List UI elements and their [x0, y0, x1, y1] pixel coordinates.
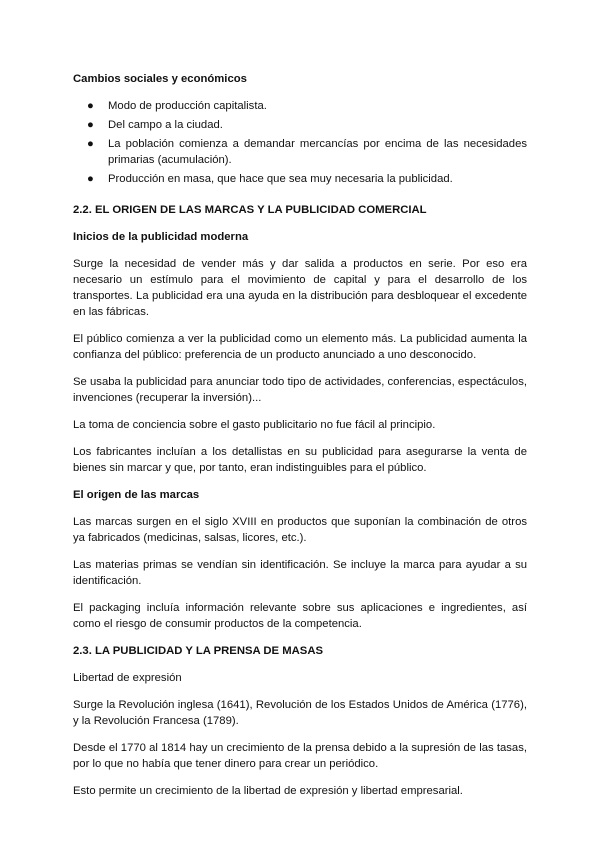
heading-cambios-sociales: Cambios sociales y económicos [73, 73, 247, 85]
paragraph: Los fabricantes incluían a los detallistas en su publicidad para asegurarse la venta de bienes sin marcar y que, por tanto, eran indistinguibles para el público. [73, 446, 527, 474]
list-item: ● Producción en masa, que hace que sea muy necesaria la publicidad. [87, 173, 453, 185]
bullet-icon: ● [87, 138, 94, 150]
paragraph: El packaging incluía información relevante sobre sus aplicaciones e ingredientes, así como el riesgo de consumir productos de la competencia. [73, 602, 527, 630]
subheading-libertad-expresion: Libertad de expresión [73, 672, 182, 684]
paragraph: La toma de conciencia sobre el gasto publicitario no fue fácil al principio. [73, 419, 436, 431]
bullet-icon: ● [87, 173, 94, 185]
heading-origen-marcas: El origen de las marcas [73, 489, 200, 501]
list-item: ● Modo de producción capitalista. [87, 100, 267, 112]
paragraph: Esto permite un crecimiento de la libertad de expresión y libertad empresarial. [73, 785, 463, 797]
list-item: ● Del campo a la ciudad. [87, 119, 223, 131]
paragraph: Desde el 1770 al 1814 hay un crecimiento de la prensa debido a la supresión de las tasas, por lo que no había que tener dinero para crear un periódico. [73, 742, 527, 770]
heading-inicios-publicidad: Inicios de la publicidad moderna [73, 231, 249, 243]
paragraph: El público comienza a ver la publicidad como un elemento más. La publicidad aumenta la confianza del público: preferencia de un producto anunciado a uno desconocido. [73, 333, 527, 361]
heading-2-2: 2.2. EL ORIGEN DE LAS MARCAS Y LA PUBLICIDAD COMERCIAL [73, 204, 427, 216]
bullet-icon: ● [87, 100, 94, 112]
paragraph: Las materias primas se vendían sin identificación. Se incluye la marca para ayudar a su identificación. [73, 559, 527, 587]
paragraph: Las marcas surgen en el siglo XVIII en productos que suponían la combinación de otros ya fabricados (medicinas, salsas, licores, etc.). [73, 516, 527, 544]
paragraph: Surge la Revolución inglesa (1641), Revolución de los Estados Unidos de América (1776), y la Revolución Francesa (1789). [73, 699, 527, 727]
bullet-icon: ● [87, 119, 94, 131]
bullet-list [73, 98, 527, 187]
heading-2-3: 2.3. LA PUBLICIDAD Y LA PRENSA DE MASAS [73, 645, 324, 657]
paragraph: Surge la necesidad de vender más y dar salida a productos en serie. Por eso era necesario un estímulo para el movimiento de capital y para el desarrollo de los transportes. La publicidad era una ayuda en la distribución para desbloquear el excedente en las fábricas. [73, 258, 527, 318]
paragraph: Se usaba la publicidad para anunciar todo tipo de actividades, conferencias, espectáculos, invenciones (recuperar la inversión)... [73, 376, 527, 404]
list-item: ● La población comienza a demandar mercancías por encima de las necesidades primarias (acumulación). [87, 138, 527, 166]
